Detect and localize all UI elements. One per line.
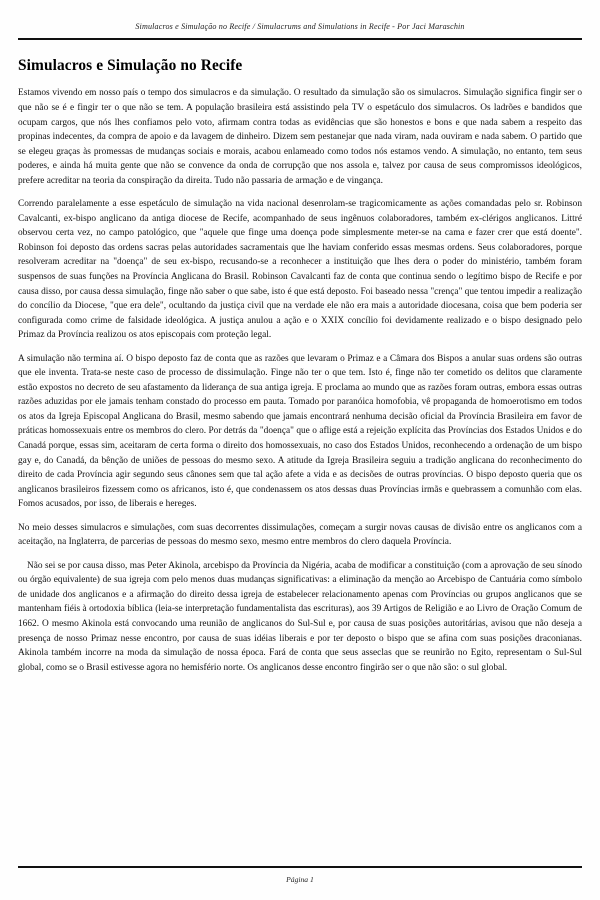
paragraph: Não sei se por causa disso, mas Peter Akinola, arcebispo da Província da Nigéria, acaba de modificar a constituição (com a aprovação de seu sínodo ou órgão equivalente) de sua igreja com pelo menos duas mudanças significativas: a eliminação da menção ao Arcebispo de Cantuária como símbolo de unidade dos anglicanos e a afirmação do direito dessa igreja de estabelecer relacionamento apenas com Províncias ou grupos anglicanos que se mantenham fiéis à ortodoxia bíblica (leia-se interpretação fundamentalista das escrituras), aos 39 Artigos de Religião e ao Livro de Oração Comum de 1662. O mesmo Akinola está convocando uma reunião de anglicanos do Sul-Sul e, por causa de suas posições autoritárias, avisou que não deseja a presença de nosso Primaz nesse encontro, por causa de suas idéias liberais e por ter deposto o bispo que se afina com suas posições draconianas. Akinola também incorre na moda da simulação de nossa época. Fará de conta que seus asseclas que se reunirão no Egito, representam o Sul-Sul global, como se o Brasil estivesse agora no hemisfério norte. Os anglicanos desse encontro fingirão ser o que não são: o sul global. — [18, 560, 582, 673]
page-title: Simulacros e Simulação no Recife — [18, 56, 243, 74]
header-rule — [18, 38, 582, 40]
paragraph: Correndo paralelamente a esse espetáculo de simulação na vida nacional desenrolam-se tragicomicamente as ações comandadas pelo sr. Robinson Cavalcanti, ex-bispo anglicano da antiga diocese de Recife, acompanhado de seus ingênuos colaboradores, também ex-clérigos anglicanos. Littré observou certa vez, no campo patológico, que "aquele que finge uma doença pode simplesmente meter-se na cama e fazer crer que está doente". Robinson foi deposto das ordens sacras pelas autoridades sacramentais que lhe haviam conferido essas mesmas ordens. Seus colaboradores, porque resolveram acreditar na "doença" de seu ex-bispo, recusando-se a reconhecer a instituição que lhes dera o poder do ministério, também foram suspensos de suas funções na Província Anglicana do Brasil. Robinson Cavalcanti faz de conta que continua sendo o legítimo bispo de Recife e por causa disso, por causa dessa simulação, finge não saber o que sabe, isto é que está deposto. Foi baseado nessa "crença" que tentou impedir a realização do concílio da Diocese, "que era dele", ocultando da justiça civil que na verdade ele não era mais a autoridade diocesana, coisa que bem poderia ser configurada como crime de falsidade ideológica. A justiça anulou a ação e o XXIX concílio foi devidamente realizado e o bispo designado pelo Primaz da Província realizou os atos episcopais com proteção legal. — [18, 199, 582, 341]
running-head: Simulacros e Simulação no Recife / Simulacrums and Simulations in Recife - Por Jaci Maraschin — [135, 22, 465, 31]
footer-rule — [18, 866, 582, 868]
article-body — [18, 86, 582, 675]
page-footer — [18, 866, 582, 884]
paragraph: No meio desses simulacros e simulações, com suas decorrentes dissimulações, começam a surgir novas causas de divisão entre os anglicanos com a aceitação, na Inglaterra, de parcerias de pessoas do mesmo sexo, mesmo entre membros do clero daquela Província. — [18, 522, 582, 548]
paragraph: A simulação não termina aí. O bispo deposto faz de conta que as razões que levaram o Primaz e a Câmara dos Bispos a anular suas ordens são outras que ele inventa. Trata-se neste caso de processo de dissimulação. Finge não ter o que tem. Isto é, finge não ter cometido os delitos que claramente estão expostos no decreto de seu afastamento da liderança de sua antiga igreja. E proclama ao mundo que as razões foram outras, embora essas outras razões aduzidas por ele jamais tenham constado do processo em pauta. Tomado por paranóica homofobia, vê propaganda de homoerotismo em todos os atos da Igreja Episcopal Anglicana do Brasil, mesmo sabendo que jamais encontrará nenhuma decisão oficial da Província Brasileira em favor de práticas homossexuais entre os membros do clero. Por detrás da "doença" que o aflige está a rejeição explícita das Províncias dos Estados Unidos e do Canadá porque, essas sim, aceitaram de certa forma o direito dos homossexuais, no caso dos Estados Unidos, reconhecendo a ordenação de um bispo gay e, do Canadá, da bênção de uniões de pessoas do mesmo sexo. A atitude da Igreja Brasileira seguiu a tradição anglicana do reconhecimento do direito de cada Província agir segundo seus cânones sem que tal ação afete a vida e as decisões de outras províncias. O bispo deposto queria que os anglicanos brasileiros fizessem como os africanos, isto é, que condenassem os atos dessas duas Províncias irmãs e quebrassem a comunhão com elas. Fomos acusados, por isso, de liberais e hereges. — [18, 353, 582, 510]
paragraph: Estamos vivendo em nosso país o tempo dos simulacros e da simulação. O resultado da simulação são os simulacros. Simulação significa fingir ser o que não se é e fingir ter o que não se tem. A população brasileira está assistindo pela TV o espetáculo dos simulacros. Os ladrões e bandidos que ocupam cargos, que nós lhes confiamos pelo voto, afirmam contra todas as evidências que são honestos e bons e que nada sabem a respeito das propinas indecentes, da compra de apoio e da lavagem de dinheiro. Dizem sem pestanejar que nada viram, nada ouviram e nada sabem. O partido que se elegeu graças às promessas de mudanças sociais e morais, acabou enlameado como todos nós estamos vendo. A simulação, no entanto, tem seus poderes, e ainda há muita gente que não se convence da onda de corrupção que nos assola e, talvez por causa de seus compromissos ideológicos, prefere acreditar na teoria da conspiração da direita. Tudo não passaria de armação e de vingança. — [18, 88, 582, 186]
page-number: Página 1 — [286, 875, 314, 884]
